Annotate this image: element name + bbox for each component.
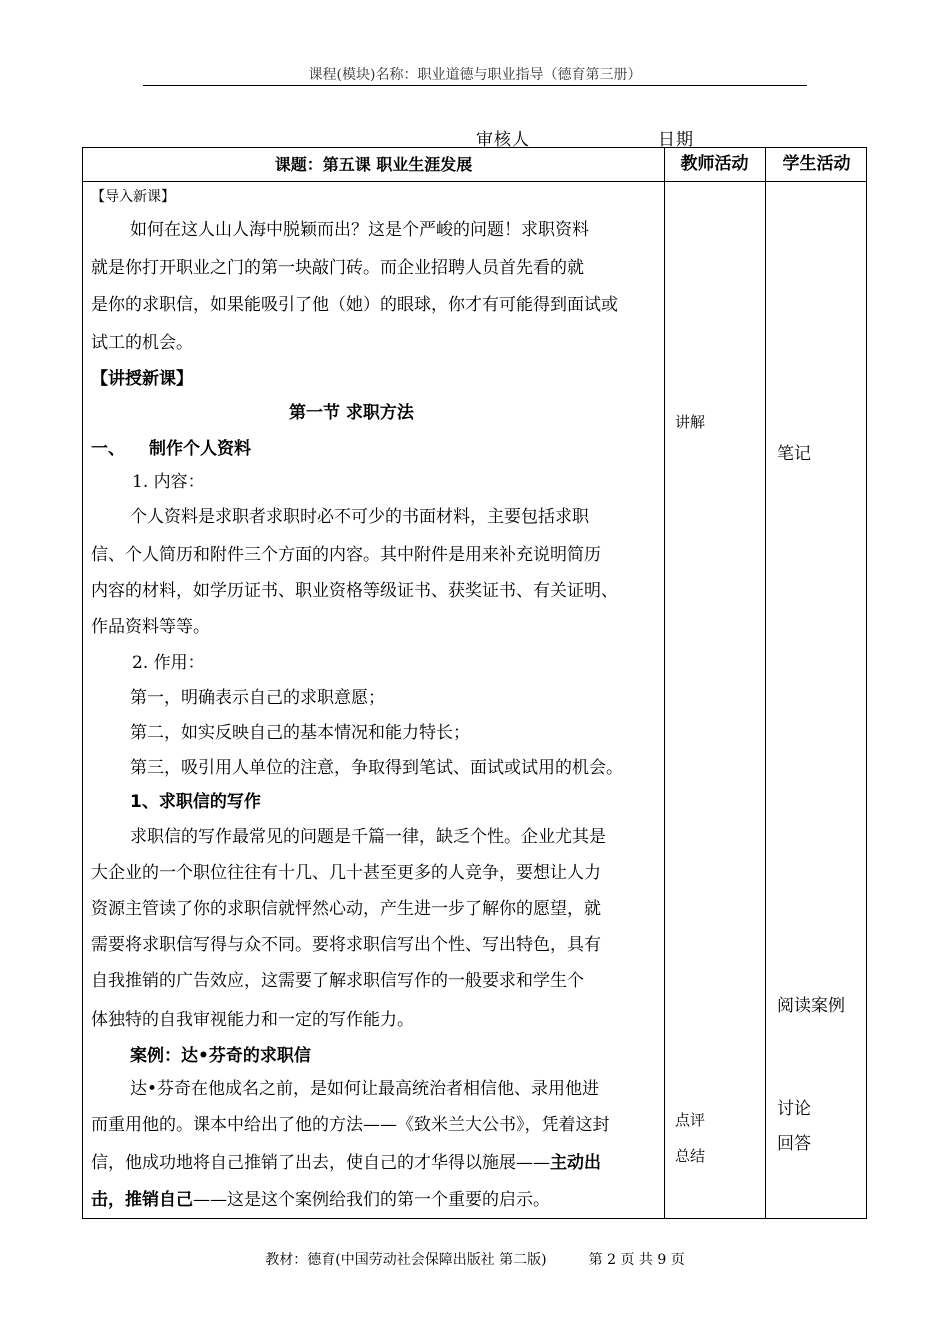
function-item: 第三，吸引用人单位的注意，争取得到笔试、面试或试用的机会。 xyxy=(130,758,623,778)
topic-header: 课题：第五课 职业生涯发展 xyxy=(274,155,473,174)
content-line: 信、个人简历和附件三个方面的内容。其中附件是用来补充说明简历 xyxy=(91,545,601,565)
case-line-with-emphasis xyxy=(91,1185,550,1210)
letter-line: 需要将求职信写得与众不同。要将求职信写出个性、写出特色，具有 xyxy=(91,935,601,955)
date-label: 日期 xyxy=(658,130,694,150)
case-line: 信，他成功地将自己推销了出去，使自己的才华得以施展—— xyxy=(91,1153,550,1173)
function-item: 第一，明确表示自己的求职意愿； xyxy=(130,688,385,708)
header-rule xyxy=(143,85,807,86)
teacher-activity-comment: 点评 xyxy=(675,1111,706,1129)
student-activity-answer: 回答 xyxy=(777,1134,811,1154)
reviewer-label: 审核人 xyxy=(476,130,530,150)
function-label: 2. 作用： xyxy=(132,653,205,673)
content-line: 作品资料等等。 xyxy=(91,617,210,637)
student-activity-notes: 笔记 xyxy=(777,444,811,464)
student-activity-header: 学生活动 xyxy=(782,154,851,174)
letter-line: 自我推销的广告效应，这需要了解求职信写作的一般要求和学生个 xyxy=(91,971,584,991)
intro-line: 就是你打开职业之门的第一块敲门砖。而企业招聘人员首先看的就 xyxy=(91,258,584,278)
function-item: 第二，如实反映自己的基本情况和能力特长； xyxy=(130,723,470,743)
case-line: 而重用他的。课本中给出了他的方法——《致米兰大公书》，凭着这封 xyxy=(91,1115,610,1135)
case-emphasis: 击，推销自己 xyxy=(91,1190,193,1210)
case-emphasis: 主动出 xyxy=(550,1153,601,1173)
teacher-activity-header: 教师活动 xyxy=(680,154,749,174)
intro-line: 如何在这人山人海中脱颖而出？这是个严峻的问题！求职资料 xyxy=(130,220,589,240)
teacher-activity-summary: 总结 xyxy=(675,1147,706,1165)
case-title: 案例：达•芬奇的求职信 xyxy=(130,1046,311,1066)
section-title: 第一节 求职方法 xyxy=(289,403,414,423)
letter-line: 大企业的一个职位往往有十几、几十甚至更多的人竞争，要想让人力 xyxy=(91,863,601,883)
student-activity-discuss: 讨论 xyxy=(777,1099,811,1119)
content-label: 1. 内容： xyxy=(132,472,205,492)
teach-tag: 【讲授新课】 xyxy=(91,369,193,389)
letter-line: 资源主管读了你的求职信就怦然心动，产生进一步了解你的愿望，就 xyxy=(91,899,601,919)
lesson-table xyxy=(82,147,867,1219)
header-row-divider xyxy=(83,181,866,182)
point-title: 制作个人资料 xyxy=(149,439,251,459)
page-header: 课程(模块)名称：职业道德与职业指导（德育第三册） xyxy=(308,67,642,83)
letter-line: 体独特的自我审视能力和一定的写作能力。 xyxy=(91,1010,414,1030)
case-line: 达•芬奇在他成名之前，是如何让最高统治者相信他、录用他进 xyxy=(130,1079,600,1099)
column-divider-1 xyxy=(664,148,665,1218)
teacher-activity-explain: 讲解 xyxy=(675,413,706,431)
student-activity-read-case: 阅读案例 xyxy=(777,996,845,1016)
point-number: 一、 xyxy=(91,439,125,459)
intro-line: 是你的求职信，如果能吸引了他（她）的眼球，你才有可能得到面试或 xyxy=(91,295,618,315)
content-line: 内容的材料，如学历证书、职业资格等级证书、获奖证书、有关证明、 xyxy=(91,581,618,601)
page-footer: 教材：德育(中国劳动社会保障出版社 第二版) 第 2 页 共 9 页 xyxy=(265,1252,685,1268)
intro-line: 试工的机会。 xyxy=(91,333,193,353)
content-line: 个人资料是求职者求职时必不可少的书面材料，主要包括求职 xyxy=(130,507,589,527)
intro-tag: 【导入新课】 xyxy=(91,189,175,205)
letter-line: 求职信的写作最常见的问题是千篇一律，缺乏个性。企业尤其是 xyxy=(130,827,606,847)
case-line: ——这是这个案例给我们的第一个重要的启示。 xyxy=(193,1190,550,1210)
letter-title: 1、求职信的写作 xyxy=(130,792,261,812)
case-line-with-emphasis xyxy=(91,1148,601,1173)
column-divider-2 xyxy=(765,148,766,1218)
